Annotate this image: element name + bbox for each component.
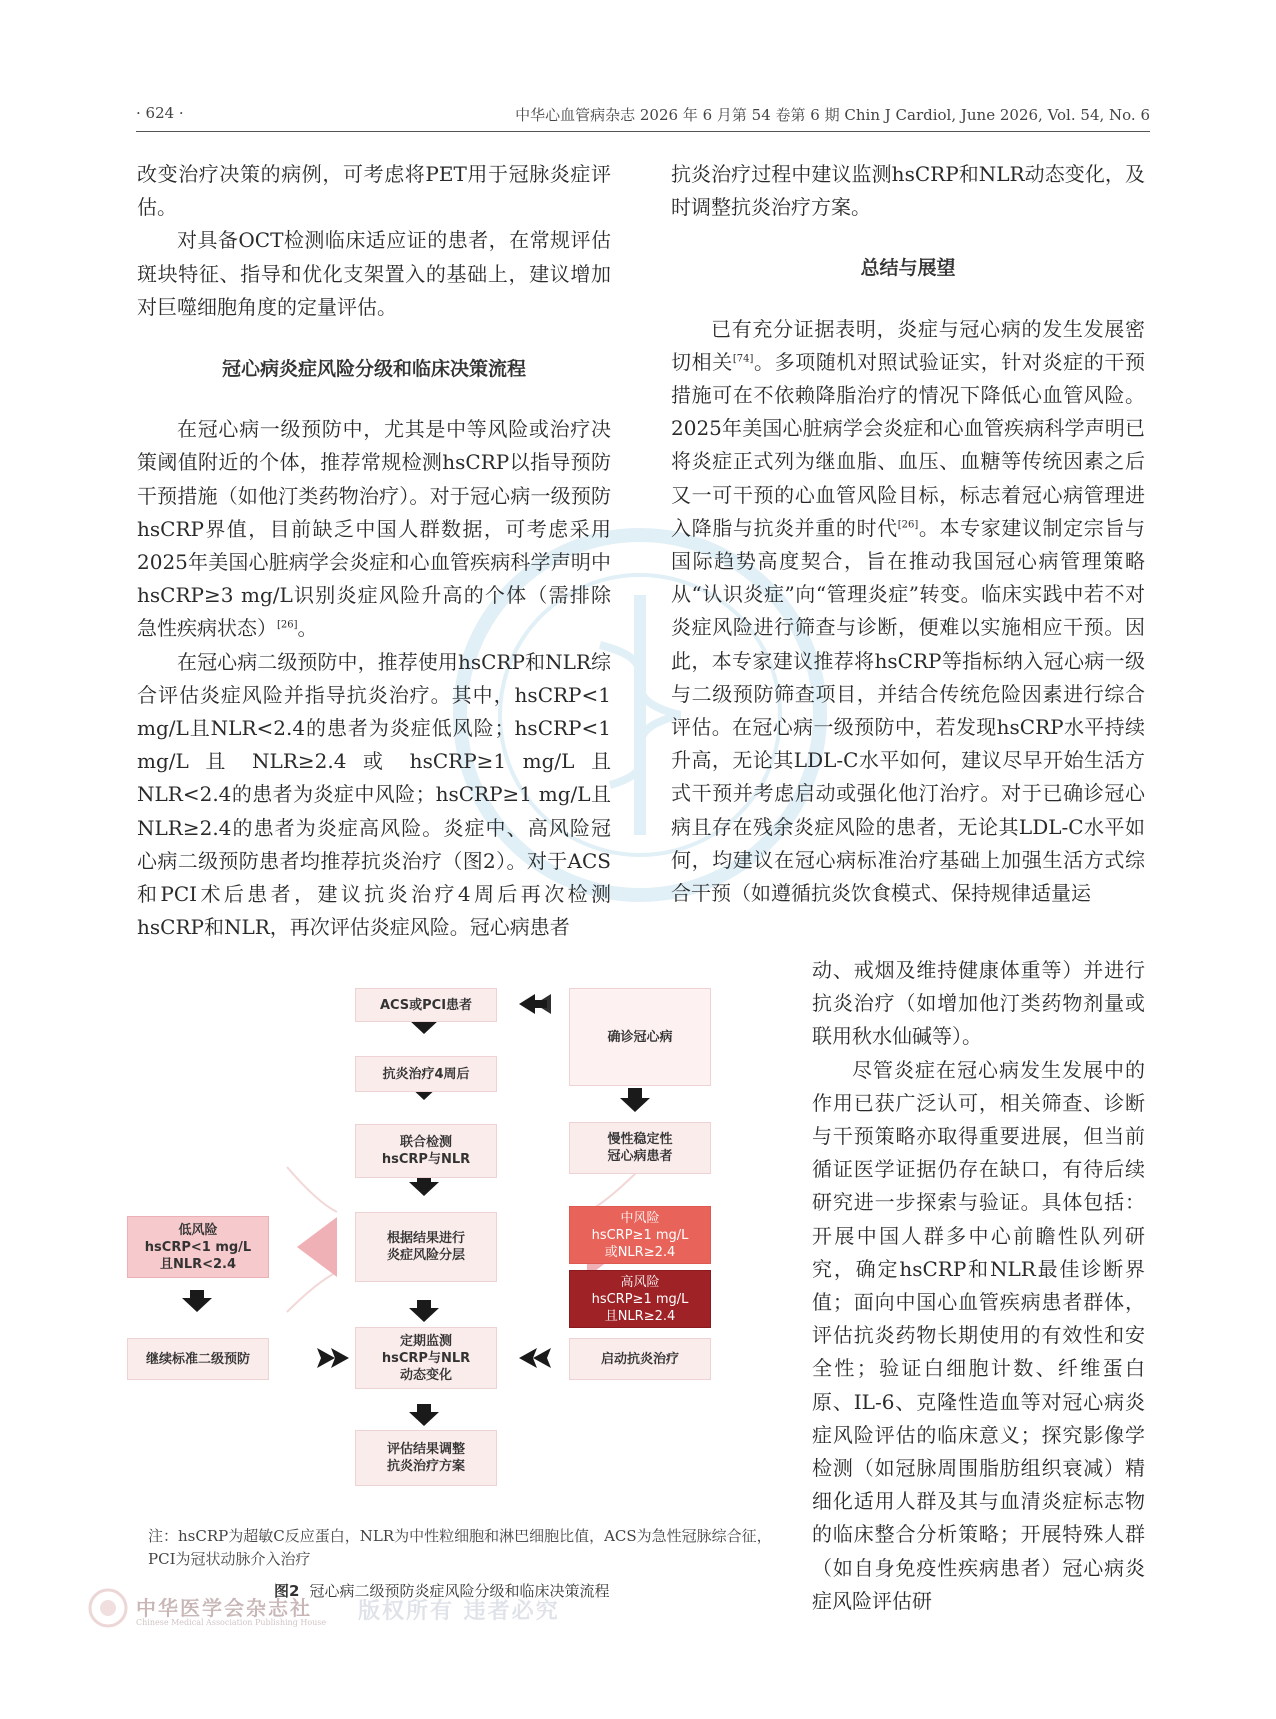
- triangle-left-icon: [297, 1217, 337, 1277]
- right-column-continued: [812, 954, 1145, 1618]
- acs-pci-box: ACS或PCI患者: [355, 988, 497, 1022]
- citation: [74]: [732, 353, 754, 365]
- arrow-down-icon: [182, 1290, 212, 1312]
- paragraph: 动、戒烟及维持健康体重等）并进行抗炎治疗（如增加他汀类药物剂量或联用秋水仙碱等）。: [812, 958, 1145, 1049]
- right-column: [671, 158, 1145, 910]
- low-risk-box: 低风险 hsCRP<1 mg/L 且NLR<2.4: [127, 1216, 269, 1278]
- monitor-box: 定期监测 hsCRP与NLR 动态变化: [355, 1327, 497, 1389]
- journal-header: 中华心血管病杂志 2026 年 6 月第 54 卷第 6 期 Chin J Cardiol, June 2026, Vol. 54, No. 6: [515, 106, 1150, 124]
- citation: [26]: [897, 519, 919, 531]
- paragraph: 改变治疗决策的病例，可考虑将PET用于冠脉炎症评估。: [137, 162, 611, 220]
- watermark-publisher: 中华医学会杂志社: [136, 1596, 312, 1620]
- left-column: [137, 158, 611, 944]
- watermark-rights: 版权所有 违者必究: [358, 1599, 560, 1624]
- watermark-publisher-en: Chinese Medical Association Publishing House: [136, 1618, 327, 1627]
- paragraph: 对具备OCT检测临床适应证的患者，在常规评估斑块特征、指导和优化支架置入的基础上，建议增加对巨噬细胞角度的定量评估。: [137, 228, 611, 319]
- high-risk-box: 高风险 hsCRP≥1 mg/L 且NLR≥2.4: [569, 1270, 711, 1328]
- paragraph: 在冠心病一级预防中，尤其是中等风险或治疗决策阈值附近的个体，推荐常规检测hsCRP以指导预防干预措施（如他汀类药物治疗）。对于冠心病一级预防hsCRP界值，目前缺乏中国人群数据，可考虑采用2025年美国心脏病学会炎症和心血管疾病科学声明中hsCRP≥3 mg/L识别炎症风险升高的个体（需排除急性疾病状态）[26]。: [137, 417, 611, 641]
- header-rule: [136, 131, 1150, 132]
- flowchart-figure: [137, 972, 793, 1524]
- paragraph: 尽管炎症在冠心病发生发展中的作用已获广泛认可，相关筛查、诊断与干预策略亦取得重要进展，但当前循证医学证据仍存在缺口，有待后续研究进一步探索与验证。具体包括：开展中国人群多中心前瞻性队列研究，确定hsCRP和NLR最佳诊断界值；面向中国心血管疾病患者群体，评估抗炎药物长期使用的有效性和安全性；验证白细胞计数、纤维蛋白原、IL-6、克隆性造血等对冠心病炎症风险评估的临床意义；探究影像学检测（如冠脉周围脂肪组织衰减）精细化适用人群及其与血清炎症标志物的临床整合分析策略；开展特殊人群（如自身免疫性疾病患者）冠心病炎症风险评估研: [812, 1057, 1145, 1613]
- continue-prevention-box: 继续标准二级预防: [127, 1338, 269, 1380]
- adjust-plan-box: 评估结果调整 抗炎治疗方案: [355, 1430, 497, 1486]
- paragraph: 在冠心病二级预防中，推荐使用hsCRP和NLR综合评估炎症风险并指导抗炎治疗。其中，hsCRP<1 mg/L且NLR<2.4的患者为炎症低风险；hsCRP<1 mg/L 且 NLR≥2.4 或 hsCRP≥1 mg/L 且NLR<2.4的患者为炎症中风险；hsCRP≥1 mg/L且NLR≥2.4的患者为炎症高风险。炎症中、高风险冠心病二级预防患者均推荐抗炎治疗（图2）。对于ACS和PCI术后患者，建议抗炎治疗4周后再次检测hsCRP和NLR，再次评估炎症风险。冠心病患者: [137, 649, 611, 940]
- section-heading: 冠心病炎症风险分级和临床决策流程: [221, 358, 526, 381]
- risk-stratify-box: 根据结果进行 炎症风险分层: [355, 1212, 497, 1282]
- arrow-down-icon: [409, 1404, 439, 1426]
- confirmed-chd-box: 确诊冠心病: [569, 988, 711, 1086]
- arrow-down-icon: [620, 1088, 650, 1112]
- stable-chd-box: 慢性稳定性 冠心病患者: [569, 1122, 711, 1174]
- page-number: · 624 ·: [136, 104, 184, 122]
- publisher-logo-icon: [88, 1588, 128, 1628]
- anti-inflammatory-4w-box: 抗炎治疗4周后: [355, 1056, 497, 1092]
- arrow-down-icon: [409, 1300, 439, 1322]
- figure-caption: 图2 冠心病二级预防炎症风险分级和临床决策流程: [274, 1582, 610, 1600]
- paragraph: 抗炎治疗过程中建议监测hsCRP和NLR动态变化，及时调整抗炎治疗方案。: [671, 162, 1145, 220]
- arrow-left-icon: [535, 994, 551, 1014]
- figure-note: 注：hsCRP为超敏C反应蛋白，NLR为中性粒细胞和淋巴细胞比值，ACS为急性冠脉综合征，PCI为冠状动脉介入治疗: [148, 1527, 772, 1568]
- start-therapy-box: 启动抗炎治疗: [569, 1338, 711, 1380]
- joint-test-box: 联合检测 hsCRP与NLR: [355, 1124, 497, 1178]
- mid-risk-box: 中风险 hsCRP≥1 mg/L 或NLR≥2.4: [569, 1206, 711, 1264]
- section-heading: 总结与展望: [860, 257, 956, 280]
- paragraph: 已有充分证据表明，炎症与冠心病的发生发展密切相关[74]。多项随机对照试验证实，针对炎症的干预措施可在不依赖降脂治疗的情况下降低心血管风险。2025年美国心脏病学会炎症和心血管疾病科学声明已将炎症正式列为继血脂、血压、血糖等传统因素之后又一可干预的心血管风险目标，标志着冠心病管理进入降脂与抗炎并重的时代[26]。本专家建议制定宗旨与国际趋势高度契合，旨在推动我国冠心病管理策略从“认识炎症”向“管理炎症”转变。临床实践中若不对炎症风险进行筛查与诊断，便难以实施相应干预。因此，本专家建议推荐将hsCRP等指标纳入冠心病一级与二级预防筛查项目，并结合传统危险因素进行综合评估。在冠心病一级预防中，若发现hsCRP水平持续升高，无论其LDL-C水平如何，建议尽早开始生活方式干预并考虑启动或强化他汀治疗。对于已确诊冠心病且存在残余炎症风险的患者，无论其LDL-C水平如何，均建议在冠心病标准治疗基础上加强生活方式综合干预（如遵循抗炎饮食模式、保持规律适量运: [671, 316, 1146, 906]
- citation: [26]: [277, 619, 298, 631]
